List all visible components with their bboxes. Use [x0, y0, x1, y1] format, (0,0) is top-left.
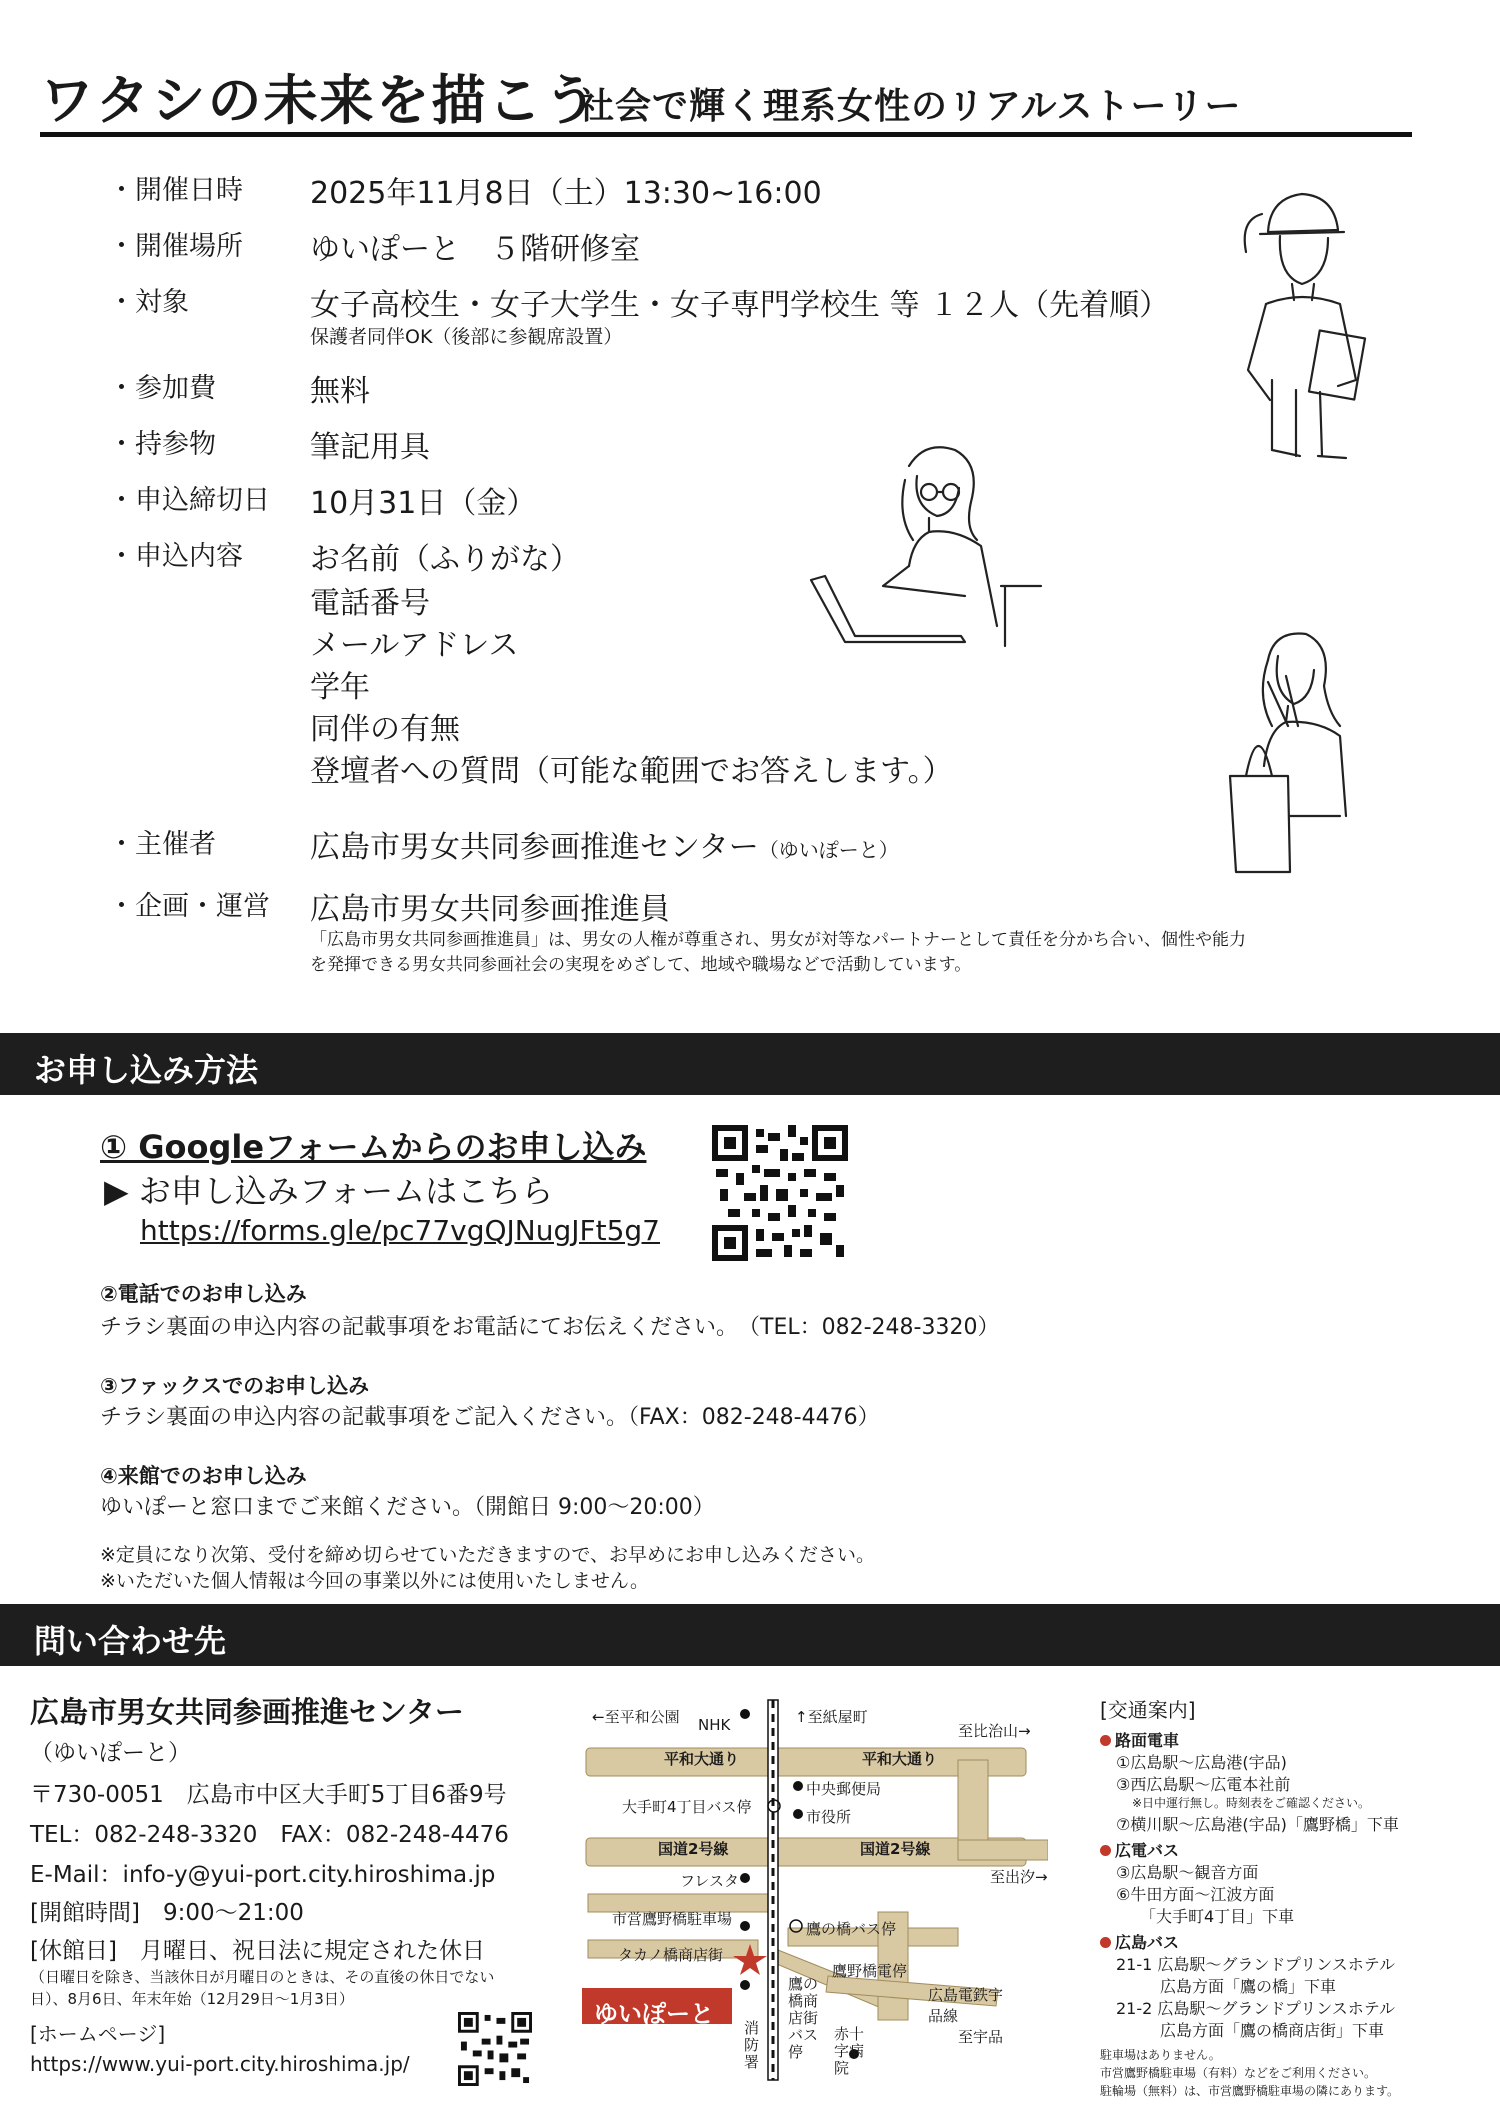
transit-title: [交通案内] — [1100, 1698, 1196, 1722]
transit-line: ③広島駅～観音方面 — [1116, 1863, 1259, 1882]
content-item: 同伴の有無 — [310, 712, 460, 747]
transit-line: ⑦横川駅～広島港(宇品)「鷹野橋」下車 — [1116, 1815, 1399, 1834]
map-label: フレスタ — [680, 1872, 739, 1890]
transit-line: ①広島駅～広島港(宇品) — [1116, 1753, 1287, 1772]
detail-value: 筆記用具 — [310, 430, 430, 465]
map-label: 平和大通り — [664, 1750, 740, 1768]
application-note: ※定員になり次第、受付を締め切らせていただきますので、お早めにお申し込みください。 — [100, 1544, 875, 1566]
transit-section-hiroden-bus: 広電バス — [1100, 1838, 1179, 1861]
contact-hours: [開館時間] 9:00～21:00 — [30, 1900, 304, 1926]
detail-label: ・持参物 — [108, 429, 216, 460]
page-title: ワタシの未来を描こう — [40, 69, 600, 132]
detail-value: 無料 — [310, 374, 370, 409]
contact-org-nickname: （ゆいぽーと） — [30, 1740, 191, 1766]
title-divider — [40, 132, 1412, 137]
detail-label: ・開催場所 — [108, 231, 243, 262]
detail-label: ・企画・運営 — [108, 891, 270, 922]
detail-label: ・主催者 — [108, 829, 216, 860]
detail-label: ・参加費 — [108, 373, 216, 404]
method-phone-title: ②電話でのお申し込み — [100, 1282, 307, 1306]
google-form-title: ① Googleフォームからのお申し込み — [100, 1128, 647, 1166]
transit-line: 広島方面「鷹の橋」下車 — [1160, 1977, 1337, 1996]
map-label: タカノ橋商店街 — [618, 1946, 724, 1964]
method-fax-title: ③ファックスでのお申し込み — [100, 1374, 370, 1398]
map-label: 赤十字病院 — [834, 2025, 865, 2077]
detail-label: ・対象 — [108, 287, 189, 318]
transit-section-tram: 路面電車 — [1100, 1728, 1179, 1751]
map-label: 消防署 — [744, 2019, 760, 2071]
contact-closed-days: [休館日] 月曜日、祝日法に規定された休日 — [30, 1938, 485, 1964]
method-fax-body: チラシ裏面の申込内容の記載事項をご記入ください。（FAX：082-248-4476） — [100, 1405, 880, 1430]
contact-email[interactable]: E-Mail：info-y@yui-port.city.hiroshima.jp — [30, 1862, 496, 1888]
map-label: 国道2号線 — [860, 1840, 931, 1858]
detail-label: ・開催日時 — [108, 175, 243, 206]
application-note: ※いただいた個人情報は今回の事業以外には使用いたしません。 — [100, 1570, 650, 1592]
worker-illustration-icon — [1210, 180, 1390, 462]
detail-value: 10月31日（金） — [310, 486, 537, 521]
map-label: 鷹の橋バス停 — [806, 1920, 897, 1938]
form-link-label[interactable]: ▶ お申し込みフォームはこちら — [104, 1172, 554, 1210]
transit-line: ③西広島駅～広電本社前 — [1116, 1775, 1291, 1794]
transit-line: 21-2 広島駅～グランドプリンスホテル — [1116, 1999, 1395, 2018]
planning-description: 「広島市男女共同参画推進員」は、男女の人権が尊重され、男女が対等なパートナーとして責任を分かち合い、個性や能力を発揮できる男女共同参画社会の実現をめざして、地域や職場などで活動しています。 — [310, 930, 1247, 975]
transit-section-hiroshima-bus: 広島バス — [1100, 1930, 1179, 1953]
map-label: 至出汐→ — [990, 1868, 1048, 1886]
detail-value: ゆいぽーと ５階研修室 — [310, 232, 640, 267]
detail-label: ・申込内容 — [108, 541, 243, 572]
yuiport-label: ゆいぽーと — [594, 2000, 714, 2028]
map-label: 市役所 — [806, 1808, 852, 1826]
content-item: 電話番号 — [310, 586, 430, 621]
planning-name: 広島市男女共同参画推進員 — [310, 892, 670, 927]
detail-value: 女子高校生・女子大学生・女子専門学校生 等 １２人（先着順） — [310, 288, 1170, 323]
map-label: 至宇品 — [958, 2028, 1004, 2046]
detail-value: 2025年11月8日（土）13:30~16:00 — [310, 176, 822, 211]
transit-line: 21-1 広島駅～グランドプリンスホテル — [1116, 1955, 1395, 1974]
content-item: 学年 — [310, 670, 370, 705]
organizer-name: 広島市男女共同参画推進センター — [310, 830, 759, 865]
form-url-link[interactable]: https://forms.gle/pc77vgQJNugJFt5g7 — [140, 1214, 660, 1247]
map-label: 中央郵便局 — [806, 1780, 882, 1798]
map-label: 至比治山→ — [958, 1722, 1031, 1740]
transit-line: ⑥牛田方面～江波方面 — [1116, 1885, 1275, 1904]
homepage-url[interactable]: https://www.yui-port.city.hiroshima.jp/ — [30, 2052, 410, 2076]
map-label: ←至平和公園 — [592, 1708, 680, 1726]
homepage-label: [ホームページ] — [30, 2022, 166, 2046]
map-label: 平和大通り — [862, 1750, 938, 1768]
page-subtitle: 社会で輝く理系女性のリアルストーリー — [578, 86, 1242, 127]
contact-closed-note: （日曜日を除き、当該休日が月曜日のときは、その直後の休日でない日）、8月6日、年末年始（12月29日～1月3日） — [30, 1968, 495, 2008]
map-label: 大手町4丁目バス停 — [622, 1798, 752, 1816]
qr-code-icon[interactable] — [712, 1125, 848, 1261]
parking-note: 市営鷹野橋駐車場（有料）などをご利用ください。 — [1100, 2066, 1377, 2080]
method-visit-title: ④来館でのお申し込み — [100, 1464, 307, 1488]
content-item: 登壇者への質問（可能な範囲でお答えします。） — [310, 754, 953, 789]
contact-tel-fax: TEL：082-248-3320 FAX：082-248-4476 — [30, 1822, 509, 1848]
detail-note: 保護者同伴OK（後部に参観席設置） — [310, 326, 623, 348]
transit-line: 広島方面「鷹の橋商店街」下車 — [1160, 2021, 1385, 2040]
map-label: 広島電鉄宇品線 — [928, 1986, 1004, 2025]
method-phone-body: チラシ裏面の申込内容の記載事項をお電話にてお伝えください。 （TEL：082-248-3320） — [100, 1315, 1000, 1340]
application-band-title: お申し込み方法 — [34, 1051, 259, 1089]
contact-org-name: 広島市男女共同参画推進センター — [30, 1695, 464, 1729]
parking-note: 駐車場はありません。 — [1100, 2048, 1221, 2062]
map-label: 市営鷹野橋駐車場 — [612, 1910, 733, 1928]
map-label: 国道2号線 — [658, 1840, 729, 1858]
transit-line: 「大手町4丁目」下車 — [1140, 1907, 1295, 1926]
detail-value: お名前（ふりがな） — [310, 542, 580, 577]
application-band — [0, 1033, 1500, 1095]
map-label: 鷹の橋商店街バス停 — [788, 1975, 819, 2061]
map-label: ↑至紙屋町 — [795, 1708, 868, 1726]
contact-band-title: 問い合わせ先 — [34, 1622, 227, 1660]
transit-line-note: ※日中運行無し。時刻表をご確認ください。 — [1132, 1796, 1371, 1810]
method-visit-body: ゆいぽーと窓口までご来館ください。（開館日 9:00～20:00） — [100, 1495, 715, 1520]
qr-code-icon[interactable] — [458, 2012, 532, 2086]
map-label: NHK — [698, 1716, 731, 1734]
content-item: メールアドレス — [310, 628, 519, 663]
parking-note: 駐輪場（無料）は、市営鷹野橋駐車場の隣にあります。 — [1100, 2084, 1400, 2098]
laptop-woman-illustration-icon — [805, 436, 1045, 656]
contact-band — [0, 1604, 1500, 1666]
map-label: 鷹野橋電停 — [832, 1962, 908, 1980]
detail-label: ・申込締切日 — [108, 485, 270, 516]
bag-woman-illustration-icon — [1228, 626, 1368, 876]
organizer-nickname: （ゆいぽーと） — [758, 838, 899, 862]
contact-address: 〒730-0051 広島市中区大手町5丁目6番9号 — [30, 1782, 507, 1808]
